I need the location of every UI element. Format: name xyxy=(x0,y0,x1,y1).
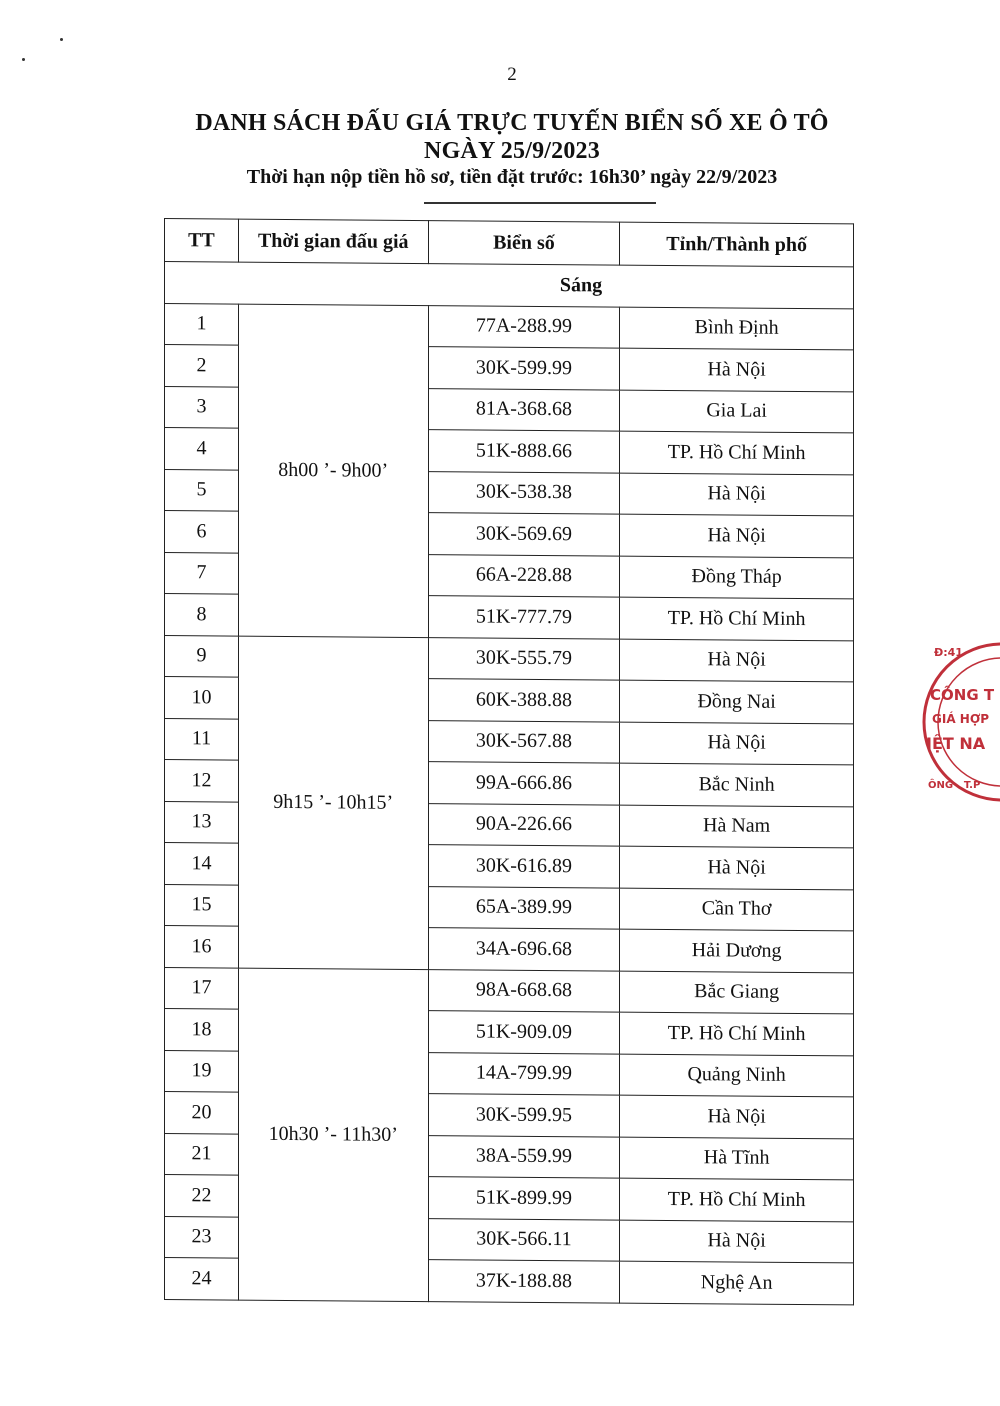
plate-number: 66A-228.88 xyxy=(428,554,620,597)
plate-number: 77A-288.99 xyxy=(428,305,620,348)
plate-number: 34A-696.68 xyxy=(428,928,620,971)
row-number: 11 xyxy=(165,718,239,760)
auction-table xyxy=(164,218,854,1305)
row-number: 23 xyxy=(165,1216,239,1258)
province: Cần Thơ xyxy=(620,888,854,931)
plate-number: 38A-559.99 xyxy=(428,1135,620,1178)
province: Hà Nội xyxy=(620,846,854,889)
row-number: 8 xyxy=(165,594,239,636)
time-slot: 10h30 ’- 11h30’ xyxy=(238,968,428,1301)
plate-number: 51K-777.79 xyxy=(428,596,620,639)
scan-speck xyxy=(60,38,63,41)
province: Hà Nội xyxy=(620,1095,854,1138)
row-number: 13 xyxy=(165,801,239,843)
province: Hà Nội xyxy=(620,473,854,516)
session-label: Sáng xyxy=(559,273,603,297)
province: TP. Hồ Chí Minh xyxy=(620,431,854,474)
plate-number: 99A-666.86 xyxy=(428,762,620,805)
plate-number: 14A-799.99 xyxy=(428,1052,620,1095)
plate-number: 30K-555.79 xyxy=(428,637,620,680)
seal-text: Đ:41 xyxy=(934,646,963,659)
row-number: 3 xyxy=(165,386,239,428)
plate-number: 51K-909.09 xyxy=(428,1011,620,1054)
province: TP. Hồ Chí Minh xyxy=(620,1012,854,1055)
province: Hà Nội xyxy=(620,1220,854,1263)
table-header-row xyxy=(165,219,854,267)
row-number: 21 xyxy=(165,1133,239,1175)
province: Bắc Giang xyxy=(620,971,854,1014)
province: Hà Nội xyxy=(620,639,854,682)
row-number: 1 xyxy=(165,303,239,345)
province: Hà Tĩnh xyxy=(620,1137,854,1180)
table-row xyxy=(165,303,854,350)
province: Bình Định xyxy=(620,307,854,350)
row-number: 5 xyxy=(165,469,239,511)
plate-number: 30K-599.95 xyxy=(428,1094,620,1137)
row-number: 15 xyxy=(165,884,239,926)
row-number: 20 xyxy=(165,1092,239,1134)
time-slot: 8h00 ’- 9h00’ xyxy=(238,304,428,637)
plate-number: 81A-368.68 xyxy=(428,388,620,431)
row-number: 4 xyxy=(165,428,239,470)
plate-number: 60K-388.88 xyxy=(428,679,620,722)
plate-number: 30K-567.88 xyxy=(428,720,620,763)
row-number: 19 xyxy=(165,1050,239,1092)
province: Nghệ An xyxy=(620,1261,854,1304)
header-province: Tỉnh/Thành phố xyxy=(620,222,854,267)
row-number: 16 xyxy=(165,926,239,968)
province: TP. Hồ Chí Minh xyxy=(620,1178,854,1221)
row-number: 24 xyxy=(165,1258,239,1300)
header-plate: Biển số xyxy=(428,221,620,266)
row-number: 18 xyxy=(165,1009,239,1051)
row-number: 9 xyxy=(165,635,239,677)
session-row xyxy=(165,262,854,309)
plate-number: 30K-599.99 xyxy=(428,347,620,390)
red-seal-stamp xyxy=(920,632,1000,812)
document-subtitle: Thời hạn nộp tiền hồ sơ, tiền đặt trước: 16h30’ ngày 22/9/2023 xyxy=(246,166,778,188)
header-tt: TT xyxy=(165,219,239,263)
row-number: 17 xyxy=(165,967,239,1009)
row-number: 7 xyxy=(165,552,239,594)
table-row xyxy=(165,635,854,682)
row-number: 2 xyxy=(165,345,239,387)
row-number: 22 xyxy=(165,1175,239,1217)
plate-number: 65A-389.99 xyxy=(428,886,620,929)
province: Hà Nội xyxy=(620,348,854,391)
province: Hà Nội xyxy=(620,514,854,557)
province: Quảng Ninh xyxy=(620,1054,854,1097)
row-number: 6 xyxy=(165,511,239,553)
plate-number: 51K-899.99 xyxy=(428,1177,620,1220)
document-title: DANH SÁCH ĐẤU GIÁ TRỰC TUYẾN BIỂN SỐ XE Ô TÔ xyxy=(195,110,829,136)
plate-number: 30K-616.89 xyxy=(428,845,620,888)
scan-speck xyxy=(22,58,25,61)
time-slot: 9h15 ’- 10h15’ xyxy=(238,636,428,969)
plate-number: 98A-668.68 xyxy=(428,969,620,1012)
seal-text: IỆT NA xyxy=(926,734,986,753)
province: Đồng Tháp xyxy=(620,556,854,599)
province: TP. Hồ Chí Minh xyxy=(620,597,854,640)
province: Hải Dương xyxy=(620,929,854,972)
province: Đồng Nai xyxy=(620,680,854,723)
province: Bắc Ninh xyxy=(620,763,854,806)
province: Gia Lai xyxy=(620,390,854,433)
seal-text: GIÁ HỢP xyxy=(932,712,990,726)
plate-number: 37K-188.88 xyxy=(428,1260,620,1303)
row-number: 12 xyxy=(165,760,239,802)
plate-number: 30K-569.69 xyxy=(428,513,620,556)
title-divider xyxy=(424,202,656,204)
document-date: NGÀY 25/9/2023 xyxy=(424,138,600,164)
province: Hà Nam xyxy=(620,805,854,848)
page-number: 2 xyxy=(507,64,517,85)
table-row xyxy=(165,967,854,1014)
plate-number: 51K-888.66 xyxy=(428,430,620,473)
seal-text: CÔNG T xyxy=(930,686,995,704)
row-number: 10 xyxy=(165,677,239,719)
row-number: 14 xyxy=(165,843,239,885)
plate-number: 30K-538.38 xyxy=(428,471,620,514)
header-time: Thời gian đấu giá xyxy=(238,219,428,263)
province: Hà Nội xyxy=(620,722,854,765)
plate-number: 30K-566.11 xyxy=(428,1218,620,1261)
seal-text: ÔNG . T.P xyxy=(928,780,981,791)
plate-number: 90A-226.66 xyxy=(428,803,620,846)
